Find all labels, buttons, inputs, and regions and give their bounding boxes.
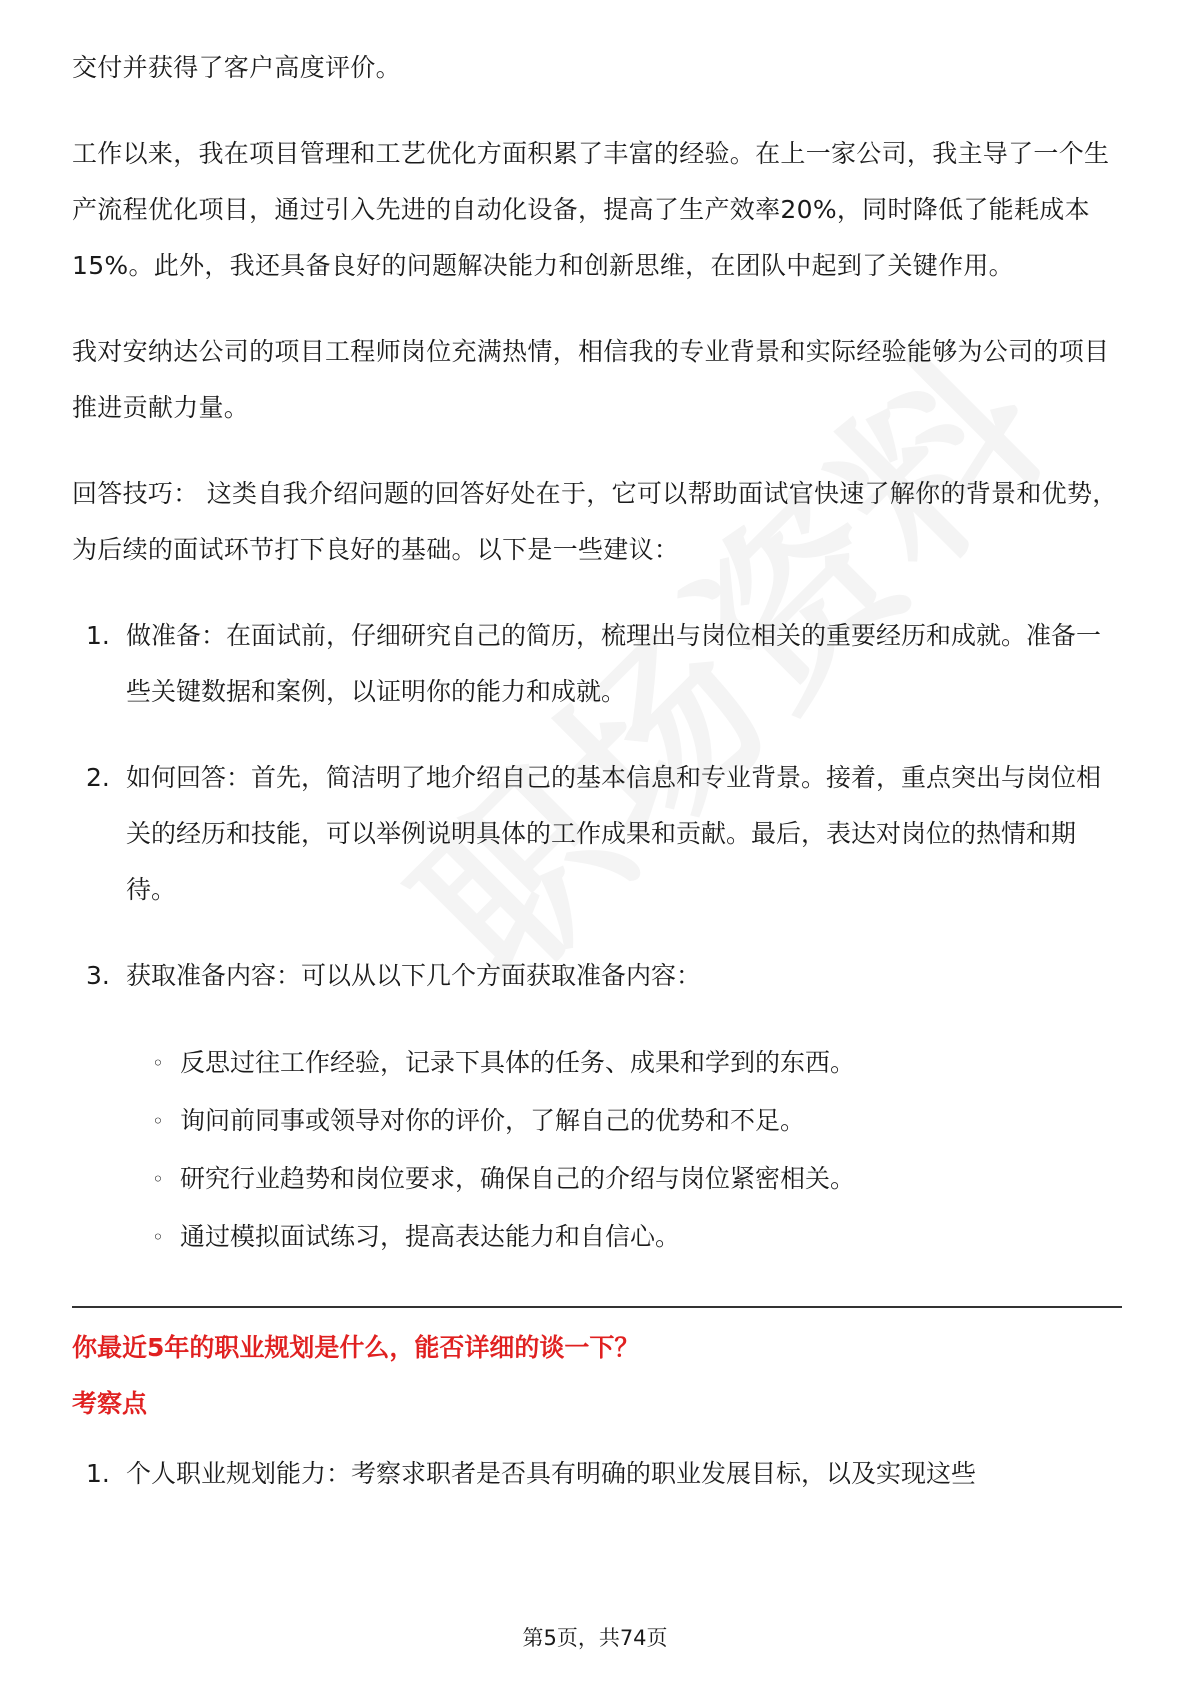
paragraph: 工作以来，我在项目管理和工艺优化方面积累了丰富的经验。在上一家公司，我主导了一个生产流程优化项目，通过引入先进的自动化设备，提高了生产效率20%，同时降低了能耗成本15%。此外，我还具备良好的问题解决能力和创新思维，在团队中起到了关键作用。 [72, 139, 1110, 280]
sub-list [126, 1034, 1122, 1266]
sub-list-item [126, 1150, 1122, 1208]
section-heading: 考察点 [72, 1389, 148, 1418]
list-item-text: 获取准备内容：可以从以下几个方面获取准备内容： [126, 961, 702, 990]
list-number: 1. [86, 1459, 110, 1488]
sub-list-item-text: 通过模拟面试练习，提高表达能力和自信心。 [180, 1222, 681, 1251]
list-item [72, 948, 1122, 1266]
list-item-text: 做准备：在面试前，仔细研究自己的简历，梳理出与岗位相关的重要经历和成就。准备一些关键数据和案例，以证明你的能力和成就。 [126, 621, 1102, 706]
paragraph: 我对安纳达公司的项目工程师岗位充满热情，相信我的专业背景和实际经验能够为公司的项目推进贡献力量。 [72, 337, 1110, 422]
document-page [72, 40, 1122, 1532]
list-number: 1. [86, 621, 110, 650]
list-item-text: 如何回答：首先，简洁明了地介绍自己的基本信息和专业背景。接着，重点突出与岗位相关的经历和技能，可以举例说明具体的工作成果和贡献。最后，表达对岗位的热情和期待。 [126, 763, 1102, 904]
sub-list-item-text: 询问前同事或领导对你的评价，了解自己的优势和不足。 [180, 1106, 806, 1135]
bullet-icon: ◦ [152, 1109, 164, 1133]
bullet-icon: ◦ [152, 1167, 164, 1191]
bullet-icon: ◦ [152, 1225, 164, 1249]
divider [72, 1306, 1122, 1308]
tips-intro: 回答技巧： 这类自我介绍问题的回答好处在于，它可以帮助面试官快速了解你的背景和优势，为后续的面试环节打下良好的基础。以下是一些建议： [72, 479, 1118, 564]
sub-list-item [126, 1208, 1122, 1266]
list-item-text: 个人职业规划能力：考察求职者是否具有明确的职业发展目标，以及实现这些 [126, 1459, 977, 1488]
page-footer: 第5页，共74页 [522, 1626, 668, 1650]
list-item [72, 608, 1122, 720]
sub-list-item-text: 研究行业趋势和岗位要求，确保自己的介绍与岗位紧密相关。 [180, 1164, 856, 1193]
list-item [72, 750, 1122, 918]
bullet-icon: ◦ [152, 1051, 164, 1075]
sub-list-item-text: 反思过往工作经验，记录下具体的任务、成果和学到的东西。 [180, 1048, 856, 1077]
paragraph: 交付并获得了客户高度评价。 [72, 53, 401, 82]
question-heading: 你最近5年的职业规划是什么，能否详细的谈一下？ [72, 1333, 640, 1362]
sub-list-item [126, 1034, 1122, 1092]
list-item [72, 1446, 1122, 1502]
points-list [72, 1446, 1122, 1502]
list-number: 3. [86, 961, 110, 990]
sub-list-item [126, 1092, 1122, 1150]
tips-list [72, 608, 1122, 1266]
list-number: 2. [86, 763, 110, 792]
